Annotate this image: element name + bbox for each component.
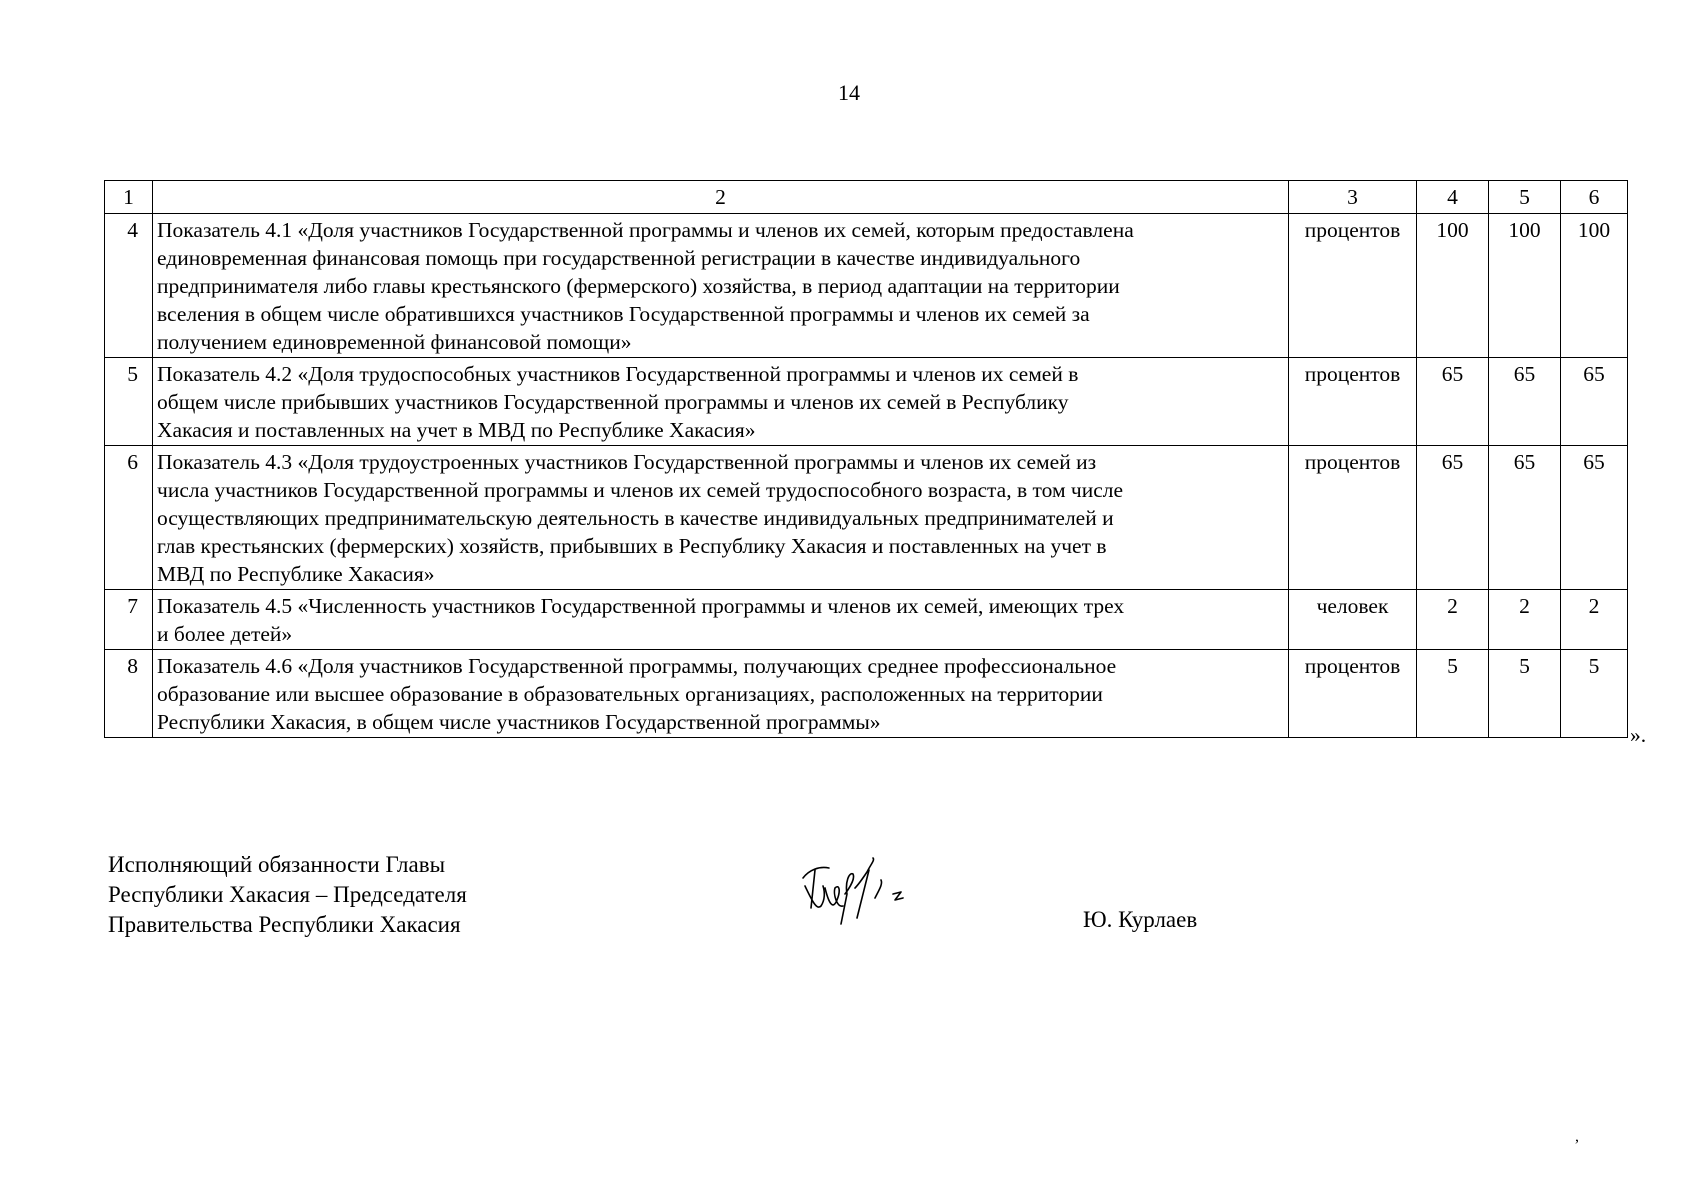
indicator-description [153,446,1289,590]
signer-name: Ю. Курлаев [1083,907,1198,932]
value-cell-6: 2 [1561,590,1628,650]
table-row [105,446,1628,590]
value-cell-4: 65 [1417,358,1489,446]
unit-cell: процентов [1289,650,1417,738]
indicator-description [153,590,1289,650]
value-cell-5: 5 [1489,650,1561,738]
description-line: получением единовременной финансовой помощи» [157,330,632,354]
table-row [105,590,1628,650]
unit-cell: процентов [1289,446,1417,590]
value-cell-6: 65 [1561,358,1628,446]
table-row [105,358,1628,446]
page-number: 14 [838,80,860,105]
description-line: Показатель 4.1 «Доля участников Государственной программы и членов их семей, которым предоставлена [157,218,1134,242]
unit-cell: процентов [1289,214,1417,358]
row-number: 8 [105,650,153,738]
description-line: числа участников Государственной программы и членов их семей трудоспособного возраста, в том числе [157,478,1124,502]
indicator-description [153,214,1289,358]
value-cell-5: 2 [1489,590,1561,650]
row-number: 4 [105,214,153,358]
signer-title [108,850,467,940]
signer-title-line: Правительства Республики Хакасия [108,912,461,937]
description-line: образование или высшее образование в образовательных организациях, расположенных на территории [157,682,1103,706]
value-cell-4: 2 [1417,590,1489,650]
signer-title-line: Исполняющий обязанности Главы [108,852,446,877]
closing-quote: ». [1630,723,1647,747]
description-line: единовременная финансовая помощь при государственной регистрации в качестве индивидуального [157,246,1081,270]
value-cell-6: 65 [1561,446,1628,590]
table-row [105,214,1628,358]
signer-title-line: Республики Хакасия – Председателя [108,882,467,907]
description-line: вселения в общем числе обратившихся участников Государственной программы и членов их семей за [157,302,1090,326]
header-cell: 4 [1417,181,1489,214]
indicator-description [153,650,1289,738]
description-line: предпринимателя либо главы крестьянского (фермерского) хозяйства, в период адаптации на территории [157,274,1120,298]
description-line: Республики Хакасия, в общем числе участников Государственной программы» [157,710,881,734]
value-cell-4: 65 [1417,446,1489,590]
description-line: и более детей» [157,622,293,646]
description-line: Показатель 4.2 «Доля трудоспособных участников Государственной программы и членов их семей в [157,362,1079,386]
description-line: Показатель 4.5 «Численность участников Государственной программы и членов их семей, имеющих трех [157,594,1125,618]
value-cell-4: 5 [1417,650,1489,738]
description-line: осуществляющих предпринимательскую деятельность в качестве индивидуальных предпринимателей и [157,506,1114,530]
description-line: общем числе прибывших участников Государственной программы и членов их семей в Республику [157,390,1069,414]
value-cell-5: 65 [1489,358,1561,446]
header-cell: 3 [1289,181,1417,214]
value-cell-5: 100 [1489,214,1561,358]
description-line: Хакасия и поставленных на учет в МВД по Республике Хакасия» [157,418,756,442]
row-number: 5 [105,358,153,446]
unit-cell: процентов [1289,358,1417,446]
row-number: 7 [105,590,153,650]
row-number: 6 [105,446,153,590]
table-header-row [105,181,1628,214]
value-cell-6: 100 [1561,214,1628,358]
header-cell: 6 [1561,181,1628,214]
description-line: МВД по Республике Хакасия» [157,562,435,586]
description-line: Показатель 4.3 «Доля трудоустроенных участников Государственной программы и членов их семей из [157,450,1097,474]
table-row [105,650,1628,738]
header-cell: 1 [105,181,153,214]
header-cell: 5 [1489,181,1561,214]
value-cell-4: 100 [1417,214,1489,358]
handwritten-signature [795,848,935,928]
header-cell: 2 [153,181,1289,214]
value-cell-5: 65 [1489,446,1561,590]
unit-cell: человек [1289,590,1417,650]
corner-mark: , [1575,1128,1579,1145]
value-cell-6: 5 [1561,650,1628,738]
indicator-description [153,358,1289,446]
indicators-table [104,180,1628,738]
description-line: глав крестьянских (фермерских) хозяйств, прибывших в Республику Хакасия и поставленных на учет в [157,534,1107,558]
description-line: Показатель 4.6 «Доля участников Государственной программы, получающих среднее профессиональное [157,654,1117,678]
